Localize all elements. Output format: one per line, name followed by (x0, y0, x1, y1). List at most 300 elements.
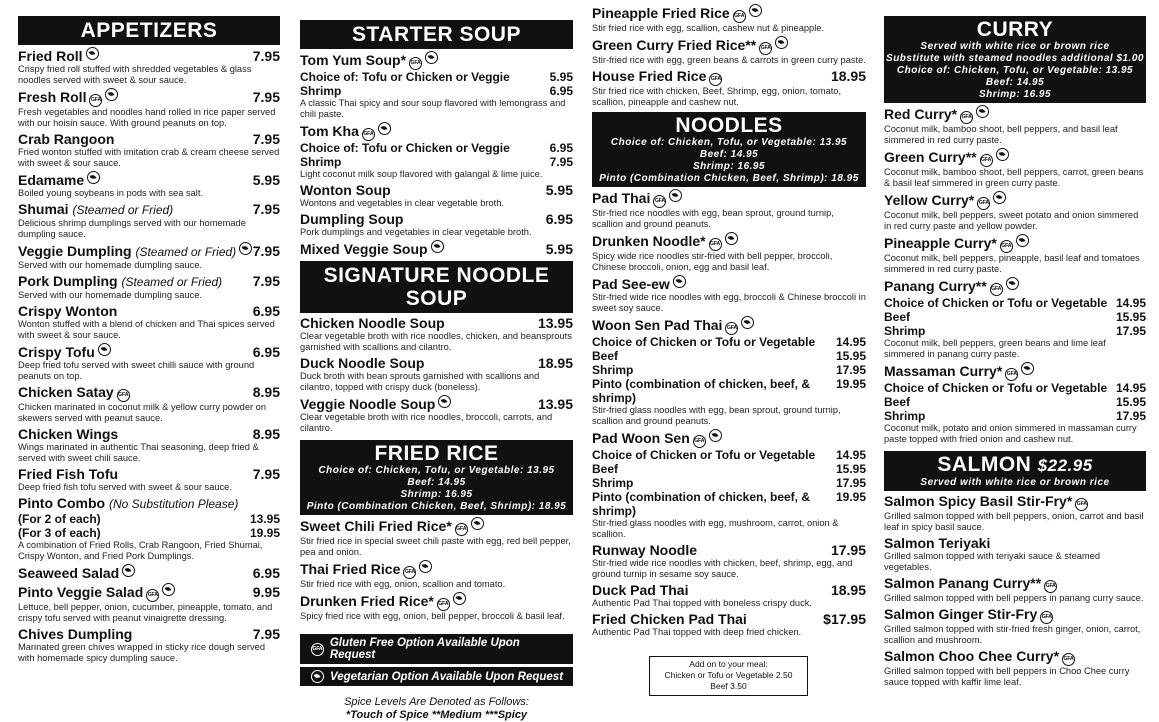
price-option-price: 19.95 (835, 377, 866, 391)
menu-item-description: Duck broth with bean sprouts garnished with scallions and cilantro, topped with crispy duck (boneless). (300, 371, 540, 392)
menu-item (300, 240, 573, 257)
section-subtitle: Beef: 14.95 (985, 77, 1045, 88)
menu-item-description: Stir fried rice with chicken, Beef, Shrimp, egg, onion, tomato, scallion, pineapple and cashew nut. (592, 86, 842, 107)
menu-item-row (18, 466, 280, 482)
vegetarian-leaf-icon (87, 171, 100, 184)
price-option-price: 19.95 (835, 490, 866, 504)
price-option-price: 6.95 (549, 84, 573, 98)
gluten-free-banner (300, 634, 573, 664)
section-title: APPETIZERS (80, 19, 218, 42)
menu-item-description: Wontons and vegetables in clear vegetable broth. (300, 198, 504, 208)
vegetarian-leaf-icon (1006, 277, 1019, 290)
menu-item-description: Stir-fried rice noodles with egg, bean sprout, ground turnip, scallion and ground peanuts. (592, 208, 834, 229)
menu-item-name (592, 316, 754, 335)
price-option (18, 526, 280, 540)
vegetarian-leaf-icon (709, 429, 722, 442)
price-option-label: Beef (592, 349, 619, 363)
starter-soup-list (300, 51, 573, 257)
menu-item (884, 493, 1146, 533)
dish-name: Pad Thai (592, 190, 651, 206)
menu-item-price: 13.95 (537, 315, 573, 331)
price-option (592, 349, 866, 363)
section-subtitle: Choice of: Chicken, Tofu, or Vegetable: 13.95 (896, 65, 1134, 76)
price-option (592, 363, 866, 377)
menu-item-row (592, 36, 866, 55)
menu-item-row (18, 426, 280, 442)
menu-item-name (592, 36, 788, 55)
menu-item-row (300, 211, 573, 227)
price-option-price: 17.95 (1115, 409, 1146, 423)
dish-name: Chicken Wings (18, 426, 119, 442)
dish-name: Salmon Spicy Basil Stir-Fry* (884, 493, 1073, 509)
menu-item (300, 592, 573, 622)
menu-item (300, 355, 573, 393)
menu-item-name (300, 592, 466, 611)
section-subtitle: Shrimp: 16.95 (692, 161, 766, 172)
price-option-label: Shrimp (884, 324, 926, 338)
menu-item-description: Coconut milk, bamboo shoot, bell peppers, and basil leaf simmered in red curry paste. (884, 124, 1118, 145)
section-subtitle: Pinto (Combination Chicken, Beef, Shrimp): 18.95 (306, 501, 567, 512)
menu-item-name (18, 242, 252, 260)
add-on-line: Chicken or Tofu or Vegetable 2.50 (664, 670, 793, 680)
menu-item-row (18, 495, 280, 512)
dish-name: Crab Rangoon (18, 131, 115, 147)
dish-name: Edamame (18, 172, 85, 188)
price-option-price: 13.95 (249, 512, 280, 526)
appetizers-list (18, 47, 280, 664)
menu-item-row (18, 564, 280, 581)
dish-name: Tom Kha (300, 123, 359, 139)
section-title (884, 451, 1146, 477)
menu-item-description: Grilled salmon topped with bell peppers in panang curry sauce. (884, 593, 1144, 603)
menu-item-name (18, 201, 173, 218)
menu-item-name (300, 240, 444, 257)
menu-item-description: Fresh vegetables and noodles hand rolled in rice paper served with our hoisin sauce. With ground peanuts on top. (18, 107, 276, 128)
menu-item-description: Stir-fried rice with egg, green beans & carrots in green curry paste. (592, 55, 866, 65)
menu-item-row (884, 277, 1146, 296)
dish-name: Pinto Combo (18, 495, 106, 511)
vegetarian-leaf-icon (993, 191, 1006, 204)
salmon-list (884, 493, 1146, 688)
menu-item-price: 6.95 (545, 211, 573, 227)
menu-item (884, 105, 1146, 146)
menu-item-description: Coconut milk, potato and onion simmered in massaman curry paste topped with fried onion and cashew nut. (884, 423, 1137, 444)
menu-item (300, 182, 573, 209)
appetizers-header (18, 16, 280, 45)
menu-item-description: Stir fried rice with egg, scallion, cashew nut & pineapple. (592, 23, 825, 33)
vegetarian-leaf-icon (673, 275, 686, 288)
price-option-label: (For 2 of each) (18, 512, 101, 526)
menu-item-name (592, 582, 688, 598)
noodles-header (592, 112, 866, 187)
menu-item-price: 5.95 (545, 241, 573, 257)
menu-item-row (18, 88, 280, 107)
dish-name: Chicken Satay (18, 384, 114, 400)
menu-item-price: 7.95 (252, 48, 280, 64)
menu-item-price: 5.95 (252, 172, 280, 188)
price-option (300, 70, 573, 84)
menu-item (18, 242, 280, 271)
menu-item-name (18, 88, 118, 107)
menu-item-row (18, 303, 280, 319)
price-option-price: 17.95 (835, 476, 866, 490)
gluten-free-icon: GFA (1075, 498, 1088, 511)
section-title: NOODLES (675, 114, 783, 137)
menu-item-description: Spicy wide rice noodles stir-fried with bell pepper, broccoli, Chinese broccoli, onion, egg and basil leaf. (592, 251, 833, 272)
menu-item (18, 171, 280, 199)
section-subtitle: Substitute with steamed noodles additional $1.00 (886, 53, 1144, 64)
price-option-label: Beef (884, 310, 911, 324)
vegetarian-leaf-icon (98, 343, 111, 356)
gluten-free-icon: GFA (960, 111, 973, 124)
dish-name: Salmon Teriyaki (884, 535, 991, 551)
menu-item-description: Coconut milk, bamboo shoot, bell peppers, carrot, green beans & basil leaf simmered in green curry paste. (884, 167, 1144, 188)
menu-item-price: 6.95 (252, 344, 280, 360)
menu-item-name (300, 395, 451, 412)
menu-item-description: Stir fried rice with egg, onion, scallion and tomato. (300, 579, 506, 589)
dish-name: Mixed Veggie Soup (300, 241, 428, 257)
menu-item-description: Marinated green chives wrapped in sticky rice dough served with homemade spicy dumpling sauce. (18, 642, 266, 663)
vegetarian-leaf-icon (453, 592, 466, 605)
gluten-free-icon: GFA (759, 42, 772, 55)
menu-item-row (18, 384, 280, 402)
menu-item-name (300, 182, 391, 198)
price-option-label: Pinto (combination of chicken, beef, & shrimp) (592, 490, 811, 518)
gluten-free-icon: GFA (146, 589, 159, 602)
gluten-free-icon: GFA (311, 643, 324, 656)
dish-name: Woon Sen Pad Thai (592, 317, 723, 333)
menu-item (18, 303, 280, 341)
dish-name: Massaman Curry* (884, 363, 1003, 379)
vegetarian-leaf-icon (725, 232, 738, 245)
dish-name: Veggie Noodle Soup (300, 396, 436, 412)
menu-item-price: 5.95 (545, 182, 573, 198)
menu-item-name (884, 606, 1053, 624)
menu-item (18, 583, 280, 624)
gluten-free-icon: GFA (1062, 653, 1075, 666)
menu-item-description: Stir fried rice in special sweet chili paste with egg, red bell pepper, pea and onion. (300, 536, 571, 557)
dish-name: Tom Yum Soup* (300, 52, 407, 68)
menu-item (592, 68, 866, 108)
dish-name: Pad Woon Sen (592, 430, 690, 446)
menu-item-row (884, 148, 1146, 167)
gluten-free-icon: GFA (709, 238, 722, 251)
menu-item-description: A combination of Fried Rolls, Crab Rangoon, Fried Shumai, Crispy Wonton, and Fried Pork Dumplings. (18, 540, 263, 561)
menu-item-row (300, 517, 573, 536)
menu-item-name (884, 234, 1029, 253)
dish-name: Dumpling Soup (300, 211, 404, 227)
menu-item-price: 7.95 (252, 201, 280, 217)
menu-item-name (18, 343, 111, 360)
dish-name: Salmon Choo Chee Curry* (884, 648, 1060, 664)
menu-item (884, 277, 1146, 360)
menu-item-description: Stir-fried wide rice noodles with egg, broccoli & Chinese broccoli in sweet soy sauce. (592, 292, 866, 313)
menu-item-row (592, 316, 866, 335)
menu-item (300, 395, 573, 434)
menu-item (592, 316, 866, 427)
menu-item (300, 122, 573, 180)
vegetarian-leaf-icon (425, 51, 438, 64)
menu-item-description: Deep fried fish tofu served with sweet & sour sauce. (18, 482, 232, 492)
menu-item (592, 275, 866, 314)
vegetarian-leaf-icon (122, 564, 135, 577)
menu-item-description: Grilled salmon topped with bell peppers, onion, carrot and basil leaf in spicy basil sauce. (884, 511, 1144, 532)
menu-item-row (592, 4, 866, 23)
dish-name: Panang Curry** (884, 278, 987, 294)
price-option (592, 448, 866, 462)
menu-item-description: Grilled salmon topped with stir-fried fresh ginger, onion, carrot, scallion and mushroom. (884, 624, 1141, 645)
menu-item-row (300, 240, 573, 257)
menu-item-description: Served with our homemade dumpling sauce. (18, 260, 202, 270)
menu-item (300, 315, 573, 353)
menu-item-name (884, 148, 1009, 167)
dish-name: Green Curry** (884, 149, 977, 165)
menu-item-price: 9.95 (252, 584, 280, 600)
menu-item-row (300, 560, 573, 579)
menu-item-name (884, 362, 1034, 381)
menu-item (18, 201, 280, 240)
menu-item-description: Clear vegetable broth with rice noodles, broccoli, carrots, and cilantro. (300, 412, 553, 433)
menu-item (18, 88, 280, 129)
menu-item (592, 36, 866, 66)
menu-item-description: Lettuce, bell pepper, onion, cucumber, pineapple, tomato, and crispy tofu served with peanut vinaigrette dressing. (18, 602, 273, 623)
gluten-free-icon: GFA (362, 128, 375, 141)
gluten-free-icon: GFA (990, 283, 1003, 296)
menu-item-description: Clear vegetable broth with rice noodles, chicken, and beansprouts garnished with scallions and cilantro. (300, 331, 572, 352)
gluten-free-icon: GFA (1005, 368, 1018, 381)
price-option (300, 84, 573, 98)
menu-item-row (300, 182, 573, 198)
menu-item-name (592, 189, 682, 208)
price-option (884, 409, 1146, 423)
menu-item (884, 535, 1146, 573)
gluten-free-icon: GFA (653, 195, 666, 208)
menu-item-description: Light coconut milk soup flavored with galangal & lime juice. (300, 169, 543, 179)
menu-item-description: Crispy fried roll stuffed with shredded vegetables & glass noodles served with sweet & sour sauce. (18, 64, 252, 85)
price-option-price: 15.95 (1115, 310, 1146, 324)
section-subtitle: Choice of: Chicken, Tofu, or Vegetable: 13.95 (610, 137, 848, 148)
banner-text: Vegetarian Option Available Upon Request (330, 670, 564, 683)
menu-item (18, 495, 280, 562)
section-title: CURRY (976, 18, 1054, 41)
menu-item-row (18, 583, 280, 602)
fried-rice-list (300, 517, 573, 622)
curry-list (884, 105, 1146, 445)
price-option (300, 141, 573, 155)
add-on-box (649, 656, 808, 696)
menu-item-description: Boiled young soybeans in pods with sea salt. (18, 188, 204, 198)
dish-name: House Fried Rice (592, 68, 707, 84)
dish-name: Fried Chicken Pad Thai (592, 611, 747, 627)
menu-item-price: 7.95 (252, 273, 280, 289)
menu-item (592, 582, 866, 609)
menu-item-row (884, 493, 1146, 511)
dish-name: Red Curry* (884, 106, 958, 122)
signature-soup-list (300, 315, 573, 434)
menu-item-price: 18.95 (830, 582, 866, 598)
appetizers-column (18, 16, 280, 664)
menu-item (884, 575, 1146, 604)
menu-item-price: 18.95 (537, 355, 573, 371)
fried-rice-list-cont (592, 4, 866, 108)
section-subtitle: Served with white rice or brown rice (920, 477, 1110, 488)
dish-name: Duck Pad Thai (592, 582, 689, 598)
gluten-free-icon: GFA (403, 566, 416, 579)
dish-name: Drunken Noodle* (592, 233, 706, 249)
menu-item-row (592, 232, 866, 251)
menu-item-description: Stir-fried wide rice noodles with chicken, beef, shrimp, egg, and ground turnip in sesame soy sauce. (592, 558, 853, 579)
section-subtitle: Shrimp: 16.95 (400, 489, 473, 500)
menu-item-row (18, 201, 280, 218)
menu-item (18, 466, 280, 493)
menu-item-name (300, 355, 424, 371)
menu-item-name (300, 211, 403, 227)
dish-note: (No Substitution Please) (109, 497, 239, 511)
menu-item (18, 384, 280, 424)
menu-item (18, 626, 280, 664)
fried-rice-header (300, 440, 573, 515)
dish-name: Crispy Wonton (18, 303, 118, 319)
gluten-free-icon: GFA (117, 389, 130, 402)
salmon-header (884, 451, 1146, 491)
menu-item-description: Wonton stuffed with a blend of chicken and Thai spices served with sweet & sour sauce. (18, 319, 275, 340)
menu-item-row (592, 275, 866, 292)
menu-item-name (884, 575, 1057, 593)
menu-item-price: 13.95 (537, 396, 573, 412)
menu-item (18, 564, 280, 581)
price-option-label: Beef (592, 462, 619, 476)
vegetarian-leaf-icon (438, 395, 451, 408)
spice-legend (300, 696, 573, 722)
salmon-title: SALMON (937, 453, 1032, 476)
menu-item (18, 131, 280, 169)
price-option (592, 462, 866, 476)
gluten-free-icon: GFA (1000, 240, 1013, 253)
menu-item (592, 189, 866, 230)
menu-item-name (592, 542, 697, 558)
menu-item-description: Fried wonton stuffed with imitation crab & cream cheese served with sweet & sour sauce. (18, 147, 280, 168)
price-option (592, 476, 866, 490)
price-option-price: 14.95 (1115, 296, 1146, 310)
section-subtitle: Shrimp: 16.95 (978, 89, 1052, 100)
menu-item-row (884, 648, 1146, 666)
price-option-label: Choice of: Tofu or Chicken or Veggie (300, 141, 510, 155)
price-option-price: 15.95 (1115, 395, 1146, 409)
gluten-free-icon: GFA (693, 435, 706, 448)
menu-item-price: 7.95 (252, 626, 280, 642)
menu-item-name (884, 105, 989, 124)
price-option-label: Shrimp (884, 409, 926, 423)
menu-item (592, 429, 866, 540)
menu-item-row (18, 242, 280, 260)
salmon-price: $22.95 (1037, 456, 1093, 475)
gluten-free-icon: GFA (733, 10, 746, 23)
menu-item-row (592, 429, 866, 448)
price-option-label: Choice of Chicken or Tofu or Vegetable (592, 335, 816, 349)
vegetarian-leaf-icon (105, 88, 118, 101)
menu-item (300, 560, 573, 590)
menu-item-name (18, 131, 114, 147)
menu-item (300, 517, 573, 558)
price-option-price: 14.95 (1115, 381, 1146, 395)
dish-name: Fresh Roll (18, 89, 87, 105)
menu-item-name (592, 232, 738, 251)
price-option (592, 490, 866, 518)
price-option-label: Choice of Chicken or Tofu or Vegetable (592, 448, 816, 462)
menu-item-description: A classic Thai spicy and sour soup flavored with lemongrass and chili paste. (300, 98, 566, 119)
menu-item-name (300, 560, 432, 579)
menu-item-description: Chicken marinated in coconut milk & yellow curry powder on skewers served with peanut sauce. (18, 402, 267, 423)
dish-name: Salmon Ginger Stir-Fry (884, 606, 1038, 622)
dish-name: Chives Dumpling (18, 626, 133, 642)
price-option-label: Choice of Chicken or Tofu or Vegetable (884, 381, 1108, 395)
menu-item-row (300, 122, 573, 141)
menu-item-row (884, 535, 1146, 551)
price-option-price: 5.95 (549, 70, 573, 84)
vegetarian-leaf-icon (741, 316, 754, 329)
price-option (884, 310, 1146, 324)
menu-item (18, 273, 280, 301)
gluten-free-icon: GFA (455, 523, 468, 536)
price-option (884, 381, 1146, 395)
menu-item-row (18, 171, 280, 188)
dish-note: (Steamed or Fried) (135, 245, 237, 259)
menu-item-name (592, 611, 747, 627)
menu-item (592, 232, 866, 273)
dish-name: Pork Dumpling (18, 273, 118, 289)
signature-soup-header (300, 261, 573, 313)
menu-item-row (300, 592, 573, 611)
menu-item-description: Authentic Pad Thai topped with boneless crispy duck. (592, 598, 812, 608)
curry-salmon-column (884, 16, 1146, 688)
dish-name: Thai Fried Rice (300, 561, 401, 577)
dish-name: Fried Fish Tofu (18, 466, 119, 482)
price-option-label: Beef (884, 395, 911, 409)
menu-item-name (18, 47, 99, 64)
menu-item-name (884, 493, 1088, 511)
menu-item-price: 7.95 (252, 131, 280, 147)
menu-item (18, 426, 280, 464)
section-title: FRIED RICE (374, 442, 499, 465)
menu-item-description: Wings marinated in authentic Thai seasoning, deep fried & served with sweet chili sauce. (18, 442, 259, 463)
menu-item-description: Spicy fried rice with egg, onion, bell pepper, broccoli & basil leaf. (300, 611, 565, 621)
section-title: STARTER SOUP (352, 23, 521, 46)
menu-item (18, 47, 280, 86)
menu-item-name (592, 429, 722, 448)
menu-item-row (300, 315, 573, 331)
menu-item-name (18, 171, 100, 188)
menu-item-name (592, 4, 762, 23)
menu-item-row (884, 191, 1146, 210)
price-option-price: 17.95 (835, 363, 866, 377)
price-option (592, 335, 866, 349)
menu-item-name (300, 315, 445, 331)
menu-item-row (300, 395, 573, 412)
menu-item (884, 191, 1146, 232)
price-option (18, 512, 280, 526)
price-option-label: Shrimp (592, 476, 634, 490)
menu-item-name (18, 626, 132, 642)
menu-item-name (300, 517, 484, 536)
menu-item (592, 4, 866, 34)
vegetarian-leaf-icon (1021, 362, 1034, 375)
menu-item-row (592, 611, 866, 627)
price-option-price: 7.95 (549, 155, 573, 169)
menu-item-row (18, 626, 280, 642)
price-option-label: (For 3 of each) (18, 526, 101, 540)
menu-item-row (18, 273, 280, 290)
menu-item-price: 7.95 (252, 89, 280, 105)
